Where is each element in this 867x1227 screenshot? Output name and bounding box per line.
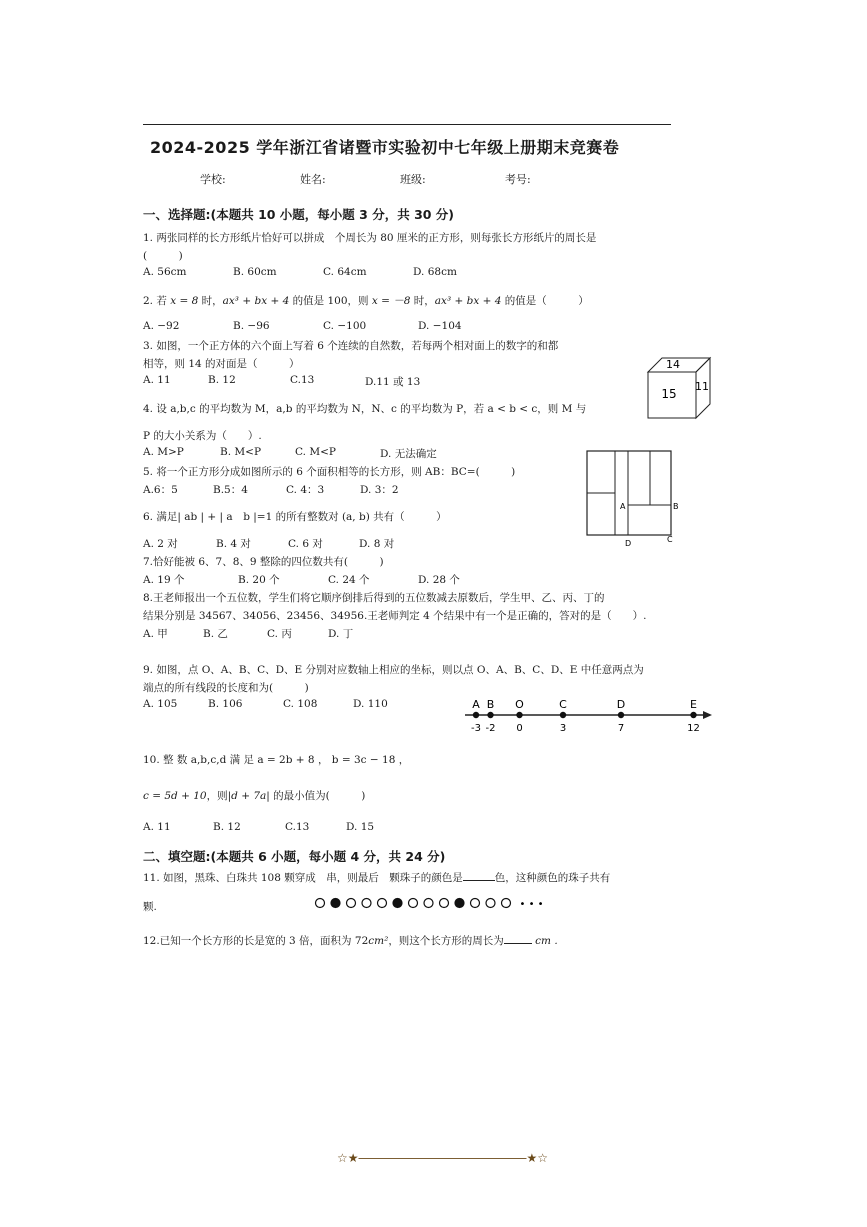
- q3-stem-line2: 相等，则 14 的对面是（ ）: [143, 358, 300, 370]
- q1-option-a: A. 56cm: [143, 266, 187, 278]
- q4-option-d: D. 无法确定: [380, 448, 437, 460]
- q1-option-b: B. 60cm: [233, 266, 277, 278]
- q10-option-c: C.13: [285, 821, 310, 833]
- q2-stem: [143, 293, 589, 308]
- cube-right-number: 11: [695, 380, 709, 393]
- q4-stem-line2: P 的大小关系为（ ）.: [143, 430, 262, 442]
- number-line-tick-label: -3: [471, 723, 481, 734]
- q12-unit-length: cm .: [535, 935, 558, 947]
- white-bead: [502, 899, 511, 908]
- white-bead: [486, 899, 495, 908]
- q4-option-b: B. M<P: [220, 446, 262, 458]
- number-line-tick-label: 0: [516, 723, 523, 734]
- q3-option-d: D.11 或 13: [365, 376, 421, 388]
- q9-stem-line1: 9. 如图，点 O、A、B、C、D、E 分别对应数轴上相应的坐标，则以点 O、A、B、C、D、E 中任意两点为: [143, 664, 644, 676]
- q8-option-d: D. 丁: [328, 628, 354, 640]
- q10-option-b: B. 12: [213, 821, 241, 833]
- q5-stem: 5. 将一个正方形分成如图所示的 6 个面积相等的长方形，则 AB：BC=( ): [143, 466, 516, 478]
- section1-heading: 一、选择题:(本题共 10 小题，每小题 3 分，共 30 分): [143, 207, 455, 222]
- square-division-figure: [580, 447, 690, 549]
- q7-option-a: A. 19 个: [143, 574, 185, 586]
- q2-text-e: 的值是（ ）: [501, 295, 589, 307]
- label-d: D: [625, 539, 632, 548]
- white-bead: [424, 899, 433, 908]
- q6-option-b: B. 4 对: [216, 538, 251, 550]
- q12-text-a: 12.已知一个长方形的长是宽的 3 倍，面积为 72: [143, 935, 369, 947]
- number-line-point-label-e: E: [690, 698, 697, 711]
- page-title: 2024-2025 学年浙江省诸暨市实验初中七年级上册期末竞赛卷: [150, 138, 620, 157]
- q2-text-d: 时，: [410, 295, 435, 307]
- section2-heading: 二、填空题:(本题共 6 小题，每小题 4 分，共 24 分): [143, 849, 446, 864]
- q8-stem-line1: 8.王老师报出一个五位数，学生们将它顺序倒排后得到的五位数减去原数后，学生甲、乙、丙、丁的: [143, 592, 605, 604]
- q10-abs-expression: |d + 7a|: [227, 790, 270, 802]
- q2-option-b: B. −96: [233, 320, 270, 332]
- black-bead: [331, 899, 340, 908]
- white-bead: [362, 899, 371, 908]
- q10-stem-line2: [143, 788, 365, 803]
- bead-sequence-figure: [310, 893, 550, 913]
- number-line-point-b: [487, 712, 493, 718]
- q2-option-c: C. −100: [323, 320, 367, 332]
- number-line-arrow: [703, 711, 712, 719]
- q5-option-b: B.5：4: [213, 484, 248, 496]
- q4-option-c: C. M<P: [295, 446, 336, 458]
- q2-x-eq-minus-8: x = －8: [371, 295, 411, 307]
- q2-text-b: 时，: [198, 295, 223, 307]
- q9-stem-line2: 端点的所有线段的长度和为( ): [143, 682, 309, 694]
- number-line-tick-label: 7: [617, 723, 625, 734]
- class-label: 班级:: [400, 173, 426, 186]
- q8-option-b: B. 乙: [203, 628, 228, 640]
- q11-answer-blank: [463, 870, 495, 881]
- q8-option-c: C. 丙: [267, 628, 292, 640]
- number-line-point-label-d: D: [616, 698, 626, 711]
- q9-option-d: D. 110: [353, 698, 388, 710]
- number-line-point-label-b: B: [486, 698, 495, 711]
- cube-figure: [640, 355, 715, 421]
- q2-option-d: D. −104: [418, 320, 462, 332]
- q1-option-c: C. 64cm: [323, 266, 367, 278]
- q6-option-a: A. 2 对: [143, 538, 178, 550]
- q9-option-a: A. 105: [143, 698, 178, 710]
- q6-option-d: D. 8 对: [359, 538, 395, 550]
- q7-stem: 7.恰好能被 6、7、8、9 整除的四位数共有( ): [143, 556, 384, 568]
- bead-ellipsis: • • •: [519, 899, 544, 910]
- exam-number-label: 考号:: [505, 173, 531, 186]
- number-line-tick-label: 12: [687, 723, 700, 734]
- number-line-point-c: [560, 712, 566, 718]
- q10-option-d: D. 15: [346, 821, 375, 833]
- q2-option-a: A. −92: [143, 320, 180, 332]
- q1-option-d: D. 68cm: [413, 266, 457, 278]
- number-line-point-label-o: O: [515, 698, 524, 711]
- name-label: 姓名:: [300, 173, 326, 186]
- white-bead: [347, 899, 356, 908]
- q5-option-d: D. 3：2: [360, 484, 399, 496]
- q6-stem: 6. 满足| ab | + | a b |=1 的所有整数对 (a, b) 共有（ ）: [143, 511, 447, 523]
- white-bead: [440, 899, 449, 908]
- q5-option-c: C. 4：3: [286, 484, 325, 496]
- q2-x-eq-8: x = 8: [170, 295, 199, 307]
- q11-stem-line2: 颗.: [143, 901, 157, 913]
- q4-stem-line1: 4. 设 a,b,c 的平均数为 M，a,b 的平均数为 N，N、c 的平均数为 P，若 a < b < c，则 M 与: [143, 403, 587, 415]
- q11-text-b: 色，这种颜色的珠子共有: [494, 872, 611, 884]
- q7-option-c: C. 24 个: [328, 574, 370, 586]
- number-line-point-label-c: C: [559, 698, 567, 711]
- black-bead: [393, 899, 402, 908]
- cube-top-number: 14: [666, 358, 680, 371]
- q7-option-d: D. 28 个: [418, 574, 460, 586]
- q12-answer-blank: [504, 933, 532, 944]
- white-bead: [409, 899, 418, 908]
- q12-text-b: ，则这个长方形的周长为: [388, 935, 504, 947]
- q6-option-c: C. 6 对: [288, 538, 323, 550]
- cube-front-number: 15: [661, 387, 677, 401]
- school-label: 学校:: [200, 173, 226, 186]
- q3-option-a: A. 11: [143, 374, 171, 386]
- white-bead: [316, 899, 325, 908]
- q10-option-a: A. 11: [143, 821, 171, 833]
- q11-stem-line1: [143, 870, 610, 885]
- number-line-point-a: [473, 712, 479, 718]
- q8-stem-line2: 结果分别是 34567、34056、23456、34956.王老师判定 4 个结果中有一个是正确的，答对的是（ ）.: [143, 610, 647, 622]
- number-line-tick-label: -2: [485, 723, 496, 734]
- q7-option-b: B. 20 个: [238, 574, 280, 586]
- q3-option-b: B. 12: [208, 374, 236, 386]
- q9-option-b: B. 106: [208, 698, 243, 710]
- q12-unit-area: cm²: [368, 935, 389, 947]
- q5-option-a: A.6：5: [143, 484, 178, 496]
- number-line-point-label-a: A: [472, 698, 480, 711]
- q10-equation-c: c = 5d + 10: [143, 790, 207, 802]
- number-line-point-o: [516, 712, 522, 718]
- q8-option-a: A. 甲: [143, 628, 168, 640]
- q1-stem: 1. 两张同样的长方形纸片恰好可以拼成 个周长为 80 厘米的正方形，则每张长方形纸片的周长是: [143, 232, 597, 244]
- q2-expression-2: ax³ + bx + 4: [434, 295, 502, 307]
- white-bead: [378, 899, 387, 908]
- label-b: B: [673, 502, 679, 511]
- q10-text-min: 的最小值为( ): [269, 790, 366, 802]
- q3-option-c: C.13: [290, 374, 315, 386]
- q11-text-a: 11. 如图，黑珠、白珠共 108 颗穿成 串，则最后 颗珠子的颜色是: [143, 872, 463, 884]
- q9-option-c: C. 108: [283, 698, 318, 710]
- q2-text-c: 的值是 100，则: [289, 295, 372, 307]
- footer-decoration: ☆★――――――――――――――★☆: [337, 1151, 549, 1165]
- q3-stem-line1: 3. 如图，一个正方体的六个面上写着 6 个连续的自然数，若每两个相对面上的数字的和都: [143, 340, 559, 352]
- number-line-tick-label: 3: [559, 723, 567, 734]
- number-line-point-e: [690, 712, 696, 718]
- q2-expression-1: ax³ + bx + 4: [222, 295, 290, 307]
- q10-stem-line1: 10. 整 数 a,b,c,d 满 足 a = 2b + 8 ， b = 3c − 18 ，: [143, 754, 410, 766]
- q12-stem: [143, 933, 558, 948]
- q1-bracket: ( ): [143, 250, 183, 262]
- q10-text-then: ，则: [206, 790, 228, 802]
- white-bead: [471, 899, 480, 908]
- black-bead: [455, 899, 464, 908]
- q2-text-a: 2. 若: [143, 295, 171, 307]
- number-line-point-d: [618, 712, 624, 718]
- number-line-figure: [460, 695, 720, 740]
- q4-option-a: A. M>P: [143, 446, 184, 458]
- label-c: C: [667, 535, 673, 544]
- top-rule: [143, 124, 671, 125]
- label-a: A: [620, 502, 626, 511]
